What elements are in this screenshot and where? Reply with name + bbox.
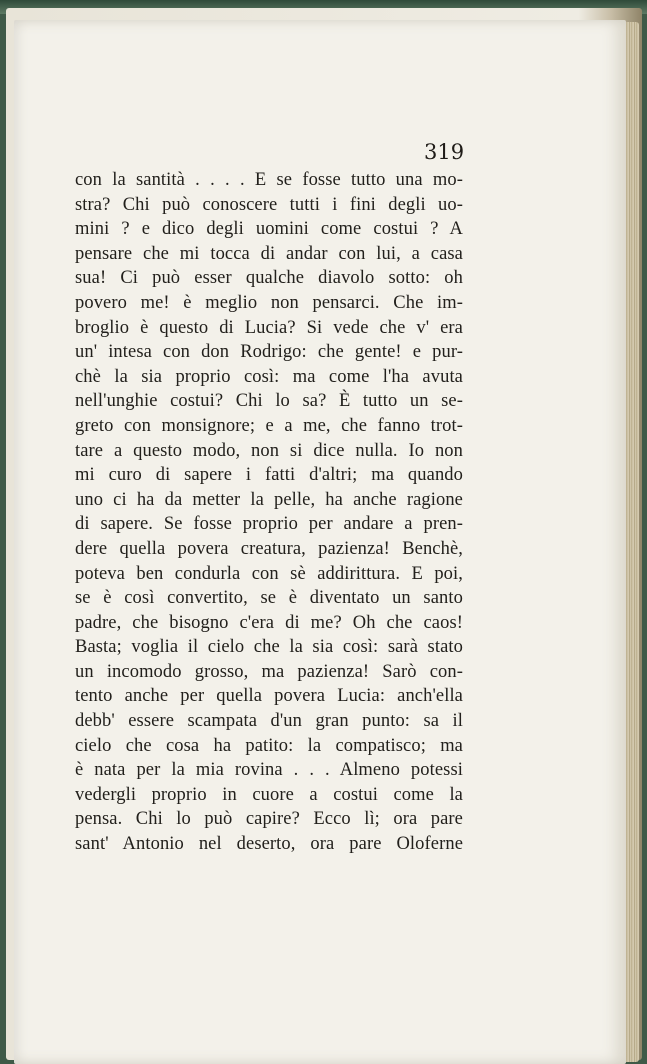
page-edges xyxy=(625,22,639,1062)
text-line: chè la sia proprio così: ma come l'ha avuta xyxy=(75,366,463,387)
text-line: dere quella povera creatura, pazienza! Benchè, xyxy=(75,538,463,559)
text-line: tare a questo modo, non si dice nulla. Io non xyxy=(75,440,463,461)
text-line: Basta; voglia il cielo che la sia così: sarà stato xyxy=(75,637,463,658)
text-line: cielo che cosa ha patito: la compatisco; ma xyxy=(75,735,463,756)
text-line: di sapere. Se fosse proprio per andare a pren- xyxy=(75,514,463,535)
text-line: è nata per la mia rovina . . . Almeno potessi xyxy=(75,760,463,781)
text-line: mi curo di sapere i fatti d'altri; ma quando xyxy=(75,465,463,486)
text-line: greto con monsignore; e a me, che fanno trot- xyxy=(75,415,463,436)
text-line: stra? Chi può conoscere tutti i fini degli uo- xyxy=(75,194,463,215)
text-line: broglio è questo di Lucia? Si vede che v' era xyxy=(75,317,463,338)
text-line: un incomodo grosso, ma pazienza! Sarò con- xyxy=(75,661,463,682)
text-line: se è così convertito, se è diventato un santo xyxy=(75,588,463,609)
text-line: nell'unghie costui? Chi lo sa? È tutto un se- xyxy=(75,391,463,412)
text-line: con la santità . . . . E se fosse tutto una mo- xyxy=(75,170,463,190)
page-number: 319 xyxy=(424,140,465,164)
text-line: padre, che bisogno c'era di me? Oh che caos! xyxy=(75,612,463,633)
text-line: poteva ben condurla con sè addirittura. E poi, xyxy=(75,563,463,584)
text-line: debb' essere scampata d'un gran punto: sa il xyxy=(75,711,463,732)
text-line: uno ci ha da metter la pelle, ha anche ragione xyxy=(75,489,463,510)
text-block xyxy=(75,168,463,857)
text-line: tento anche per quella povera Lucia: anch'ella xyxy=(75,686,463,707)
text-line: mini ? e dico degli uomini come costui ? A xyxy=(75,219,463,240)
text-line: vedergli proprio in cuore a costui come la xyxy=(75,784,463,805)
text-line: pensare che mi tocca di andar con lui, a casa xyxy=(75,243,463,264)
text-line: pensa. Chi lo può capire? Ecco lì; ora pare xyxy=(75,809,463,830)
text-line: sant' Antonio nel deserto, ora pare Oloferne xyxy=(75,834,463,855)
text-line: un' intesa con don Rodrigo: che gente! e pur- xyxy=(75,342,463,363)
text-line: sua! Ci può esser qualche diavolo sotto: oh xyxy=(75,268,463,289)
text-line: povero me! è meglio non pensarci. Che im- xyxy=(75,292,463,313)
